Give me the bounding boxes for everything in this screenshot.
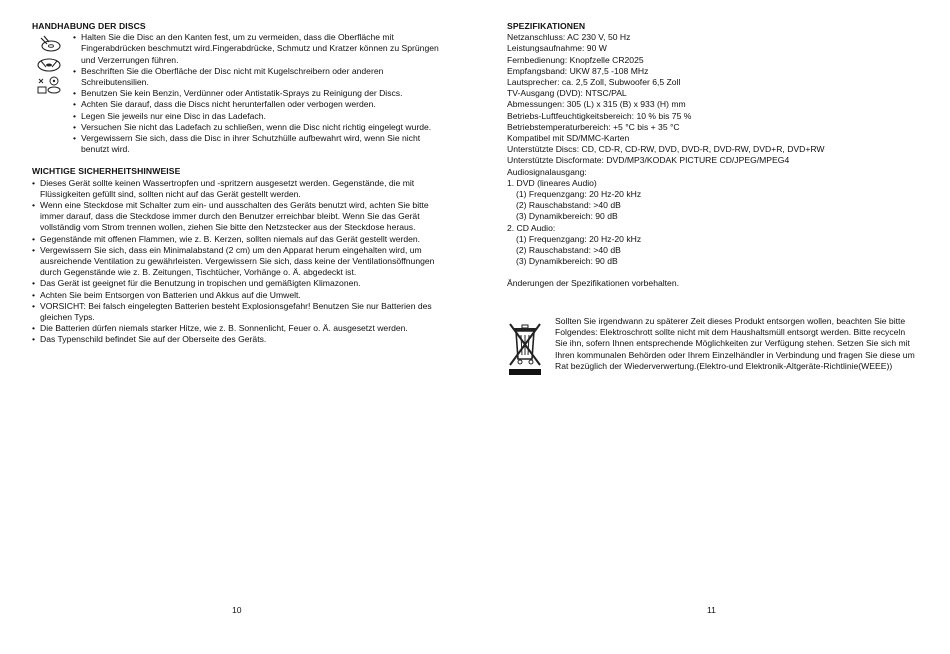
- list-item: • Legen Sie jeweils nur eine Disc in das Ladefach.: [73, 111, 444, 122]
- list-item: • Die Batterien dürfen niemals starker Hitze, wie z. B. Sonnenlicht, Feuer o. Ä. ausgesetzt werden.: [32, 323, 444, 334]
- list-item: • Wenn eine Steckdose mit Schalter zum ein- und ausschalten des Geräts benutzt wird, achten Sie bitte immer darauf, dass die Steckdose immer durch den Benutzer erreichbar bleibt. Wenn Sie das Gerät vollständig vom Strom trennen wollen, ziehen Sie bitte den Netzstecker aus der Steckdose heraus.: [32, 200, 444, 234]
- spec-subline: (1) Frequenzgang: 20 Hz-20 kHz: [516, 189, 642, 200]
- disc-handling-list: [73, 32, 444, 155]
- disc-writing-icon: [36, 55, 62, 73]
- weee-section: [507, 316, 919, 372]
- specs-heading: SPEZIFIKATIONEN: [507, 21, 586, 31]
- specs-list: [507, 32, 919, 267]
- spec-line: Unterstützte Discs: CD, CD-R, CD-RW, DVD, DVD-R, DVD-RW, DVD+R, DVD+RW: [507, 144, 825, 155]
- spec-changes-note: Änderungen der Spezifikationen vorbehalten.: [507, 278, 679, 289]
- spec-line: Betriebs-Luftfeuchtigkeitsbereich: 10 % bis 75 %: [507, 110, 692, 121]
- list-item: • Das Gerät ist geeignet für die Benutzung in tropischen und gemäßigten Klimazonen.: [32, 278, 444, 289]
- weee-bin-icon: [507, 321, 543, 377]
- safety-list: [32, 178, 444, 346]
- spec-subline: (3) Dynamikbereich: 90 dB: [516, 211, 618, 222]
- list-item: • Dieses Gerät sollte keinen Wassertropfen und -spritzern ausgesetzt werden. Gegenstände, die mit Flüssigkeiten gefüllt sind, sollten nicht auf das Gerät gestellt werden.: [32, 178, 444, 200]
- right-page: [507, 21, 919, 371]
- list-item: • Versuchen Sie nicht das Ladefach zu schließen, wenn die Disc nicht richtig eingelegt wurde.: [73, 122, 444, 133]
- list-item: • Benutzen Sie kein Benzin, Verdünner oder Antistatik-Sprays zu Reinigung der Discs.: [73, 88, 444, 99]
- disc-icons-column: [32, 32, 64, 94]
- list-item: • Gegenstände mit offenen Flammen, wie z. B. Kerzen, sollten niemals auf das Gerät gestellt werden.: [32, 234, 444, 245]
- disc-handling-section: [32, 32, 444, 155]
- spec-line: Abmessungen: 305 (L) x 315 (B) x 933 (H) mm: [507, 99, 686, 110]
- weee-notice: Sollten Sie irgendwann zu späterer Zeit dieses Produkt entsorgen wollen, beachten Sie bitte Folgendes: Elektroschrott sollte nicht mit dem Haushaltsmüll entsorgt werden. Bitte recyceln Sie ihn, sofern Ihnen entsprechende Möglichkeiten zur Verfügung stehen. Setzen Sie sich mit Ihren kommunalen Behörden oder Ihrem Einzelhändler in Verbindung und fragen Sie diese um Rat bezüglich der Wiederverwertung.(Elektro-und Elektronik-Altgeräte-Richtlinie(WEEE)): [555, 316, 915, 371]
- spec-line: TV-Ausgang (DVD): NTSC/PAL: [507, 88, 627, 99]
- spec-subline: (2) Rauschabstand: >40 dB: [516, 245, 621, 256]
- page-number-left: 10: [232, 605, 242, 615]
- spec-line: Kompatibel mit SD/MMC-Karten: [507, 133, 630, 144]
- spec-line: Audiosignalausgang:: [507, 166, 587, 177]
- spec-line: Leistungsaufnahme: 90 W: [507, 43, 607, 54]
- list-item: • Vergewissern Sie sich, dass ein Minimalabstand (2 cm) um den Apparat herum eingehalten wird, um ausreichende Ventilation zu gewährleisten. Vergewissern Sie sich, dass keine der Ventilationsöffnungen durch Gegenstände wie z. B. Zeitungen, Tischtücher, Vorhänge o. Ä. abgedeckt ist.: [32, 245, 444, 279]
- disc-holding-icon: [38, 34, 62, 54]
- list-item: • Achten Sie darauf, dass die Discs nicht herunterfallen oder verbogen werden.: [73, 99, 444, 110]
- list-item: • Achten Sie beim Entsorgen von Batterien und Akkus auf die Umwelt.: [32, 290, 444, 301]
- spec-line: 2. CD Audio:: [507, 222, 556, 233]
- safety-heading: WICHTIGE SICHERHEITSHINWEISE: [32, 166, 181, 177]
- spec-subline: (1) Frequenzgang: 20 Hz-20 kHz: [516, 233, 642, 244]
- spec-line: Empfangsband: UKW 87,5 -108 MHz: [507, 65, 649, 76]
- spec-subline: (2) Rauschabstand: >40 dB: [516, 200, 621, 211]
- list-item: • Halten Sie die Disc an den Kanten fest, um zu vermeiden, dass die Oberfläche mit Fingerabdrücken beschmutzt wird.Fingerabdrücke, Schmutz und Kratzer können zu Sprüngen und Verzerrungen führen.: [73, 32, 444, 66]
- spec-line: Lautsprecher: ca. 2,5 Zoll, Subwoofer 6,5 Zoll: [507, 77, 681, 88]
- spec-line: Fernbedienung: Knopfzelle CR2025: [507, 54, 644, 65]
- spec-line: Netzanschluss: AC 230 V, 50 Hz: [507, 32, 631, 43]
- spec-subline: (3) Dynamikbereich: 90 dB: [516, 256, 618, 267]
- list-item: • Vergewissern Sie sich, dass die Disc in ihrer Schutzhülle aufbewahrt wird, wenn Sie nicht benutzt wird.: [73, 133, 444, 155]
- spec-line: Betriebstemperaturbereich: +5 °C bis + 35 °C: [507, 121, 680, 132]
- page-number-right: 11: [707, 605, 716, 615]
- spec-line: Unterstützte Discformate: DVD/MP3/KODAK PICTURE CD/JPEG/MPEG4: [507, 155, 790, 166]
- left-page: [32, 21, 444, 346]
- disc-no-spray-icon: [36, 76, 62, 94]
- list-item: • VORSICHT: Bei falsch eingelegten Batterien besteht Explosionsgefahr! Benutzen Sie nur Batterien des gleichen Typs.: [32, 301, 444, 323]
- disc-handling-heading: HANDHABUNG DER DISCS: [32, 21, 146, 31]
- list-item: • Beschriften Sie die Oberfläche der Disc nicht mit Kugelschreibern oder anderen Schreibutensilien.: [73, 66, 444, 88]
- list-item: • Das Typenschild befindet Sie auf der Oberseite des Geräts.: [32, 334, 444, 345]
- spec-line: 1. DVD (lineares Audio): [507, 177, 597, 188]
